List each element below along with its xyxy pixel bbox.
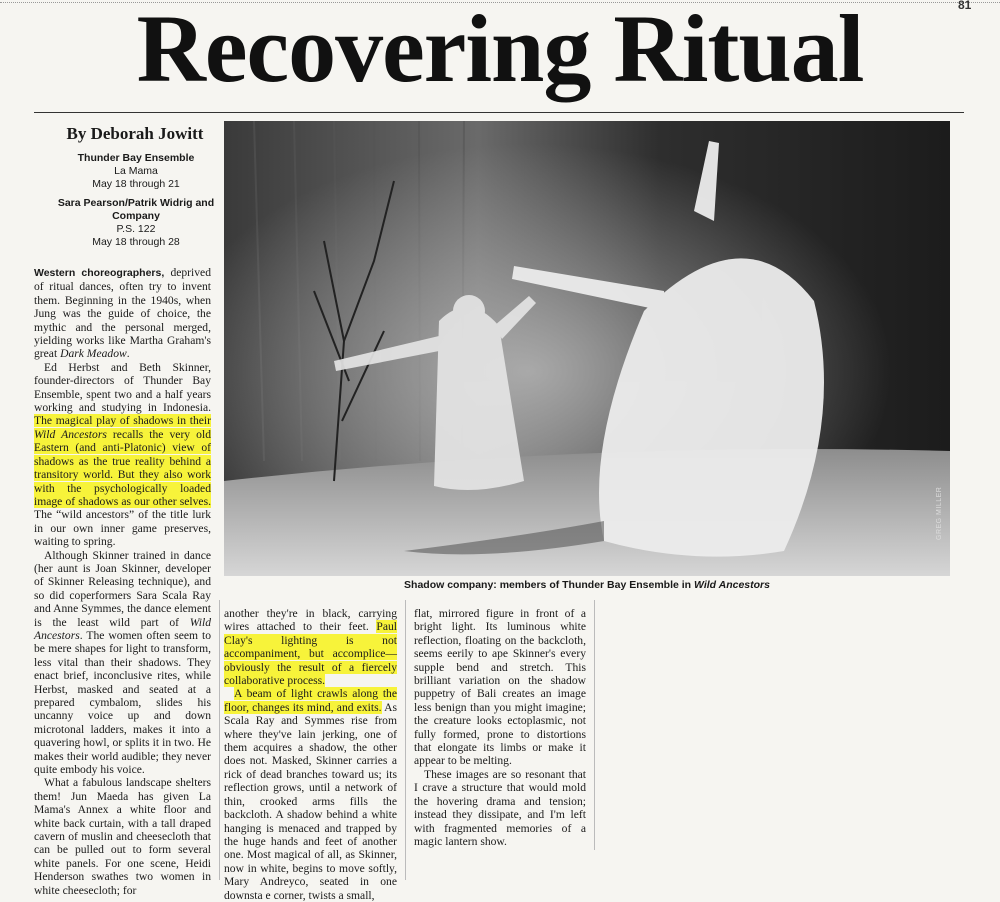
headline: Recovering Ritual [136,0,864,102]
text-run: The magical play of shadows in their [34,414,211,428]
paragraph [34,361,211,549]
performance-credits [36,152,236,255]
credit-company: Thunder Bay Ensemble [77,152,195,164]
byline: By Deborah Jowitt [66,124,204,143]
paragraph: What a fabulous landscape shelters them! Jun Maeda has given La Mama's Annex a white floor and white back curtain, with a tall draped cavern of muslin and cheesecloth that can be pulled out to form several white panels. For one scene, Heidi Henderson swathes two women in white cheesecloth; for [34,776,211,897]
text-run: Although Skinner trained in dance (her aunt is Joan Skinner, developer of Skinner Releasing technique), and so did coperformers Sara Scala Ray and Anne Symmes, the dance element is the least wild part of [34,548,211,629]
caption-title: Wild Ancestors [694,579,770,591]
text-run: deprived of ritual dances, often try to invent them. Beginning in the 1940s, when Jung was the guide of choice, the mythic and the personal merged, yielding works like Martha Graham's great [34,266,211,361]
article-column-3 [414,607,586,848]
highlighted-text: A beam of light crawls along the floor, changes its mind, and exits. [224,687,397,714]
paragraph: flat, mirrored figure in front of a bright light. Its luminous white reflection, floating on the backcloth, seems eerily to ape Skinner's every supple bend and stretch. This brilliant variation on the shadow puppetry of Bali creates an image less benign than you might imagine; the creature looks ectoplasmic, not fully formed, prone to distortions that elongate its limbs or make it appear to be melting. [414,607,586,768]
text-run: another they're in black, carrying wires attached to their feet. [224,607,397,634]
photo-credit: GREG MILLER [936,486,943,540]
credit-dates: May 18 through 28 [92,236,180,248]
text-run: . [126,347,130,361]
dancers-photo-illustration [224,121,950,576]
work-title: Dark Meadow [60,347,127,361]
page-number: 81 [958,0,972,12]
work-title: Wild Ancestors [34,615,211,642]
caption-text: Shadow company: members of Thunder Bay Ensemble in [404,579,695,591]
highlighted-text [34,414,211,507]
credit-group [36,197,236,249]
paragraph [224,607,397,687]
article-photo [224,121,950,576]
paragraph [34,266,211,361]
credit-venue: La Mama [114,165,158,177]
paragraph [34,549,211,777]
article-column-2 [224,607,397,902]
column-rule [594,600,595,850]
text-run: recalls the very old Eastern (and anti-Platonic) view of shadows as the true reality behind a transitory world. But they also work with the psychologically loaded image of shadows as our other selves. [34,427,211,508]
credit-venue: P.S. 122 [116,223,156,235]
credit-dates: May 18 through 21 [92,178,180,190]
paragraph: These images are so resonant that I crave a structure that would mold the hovering drama and tension; instead they dissipate, and I'm left with fragmented memories of a magic lantern show. [414,767,586,848]
photo-caption [224,579,950,591]
paragraph [224,687,397,902]
text-run: The “wild ancestors” of the title lurk in our own inner game preserves, waiting to spring. [34,508,211,549]
headline-rule [34,112,964,113]
text-run: As Scala Ray and Symmes rise from where they've lain jerking, one of them acquires a shadow, the other does not. Masked, Skinner carries a rick of dead branches toward us; its reflection grows, until a network of thin, crooked arms fills the backcloth. A shadow behind a white hanging is menaced and trapped by the huge hands and feet of another one. Most magical of all, as Skinner, now in white, begins to move softly, Mary Andreyco, seated in one downsta e corner, twists a small, [224,700,397,902]
highlighted-text: Paul Clay's lighting is not accompaniment, but accomplice—obviously the result of a fiercely collaborative process. [224,620,397,688]
work-title: Wild Ancestors [34,427,107,441]
text-run: . The women often seem to be mere shapes for light to transform, less vital than their shadows. They enact brief, inconclusive rites, while Herbst, masked and seated at a prepared cymbalom, slides his uncanny voice up and down microtonal ladders, makes it into a quavering howl, or splits it in two. He makes their world audible; they never quite embody his voice. [34,628,211,777]
text-run: Ed Herbst and Beth Skinner, founder-directors of Thunder Bay Ensemble, spent two and a half years working and studying in Indonesia. [34,360,211,415]
credit-company: Sara Pearson/Patrik Widrig and Company [57,197,215,222]
column-rule [219,600,220,880]
credit-group [36,152,236,191]
lead-in: Western choreographers, [34,267,165,279]
article-column-1 [34,266,211,897]
column-rule [405,600,406,880]
